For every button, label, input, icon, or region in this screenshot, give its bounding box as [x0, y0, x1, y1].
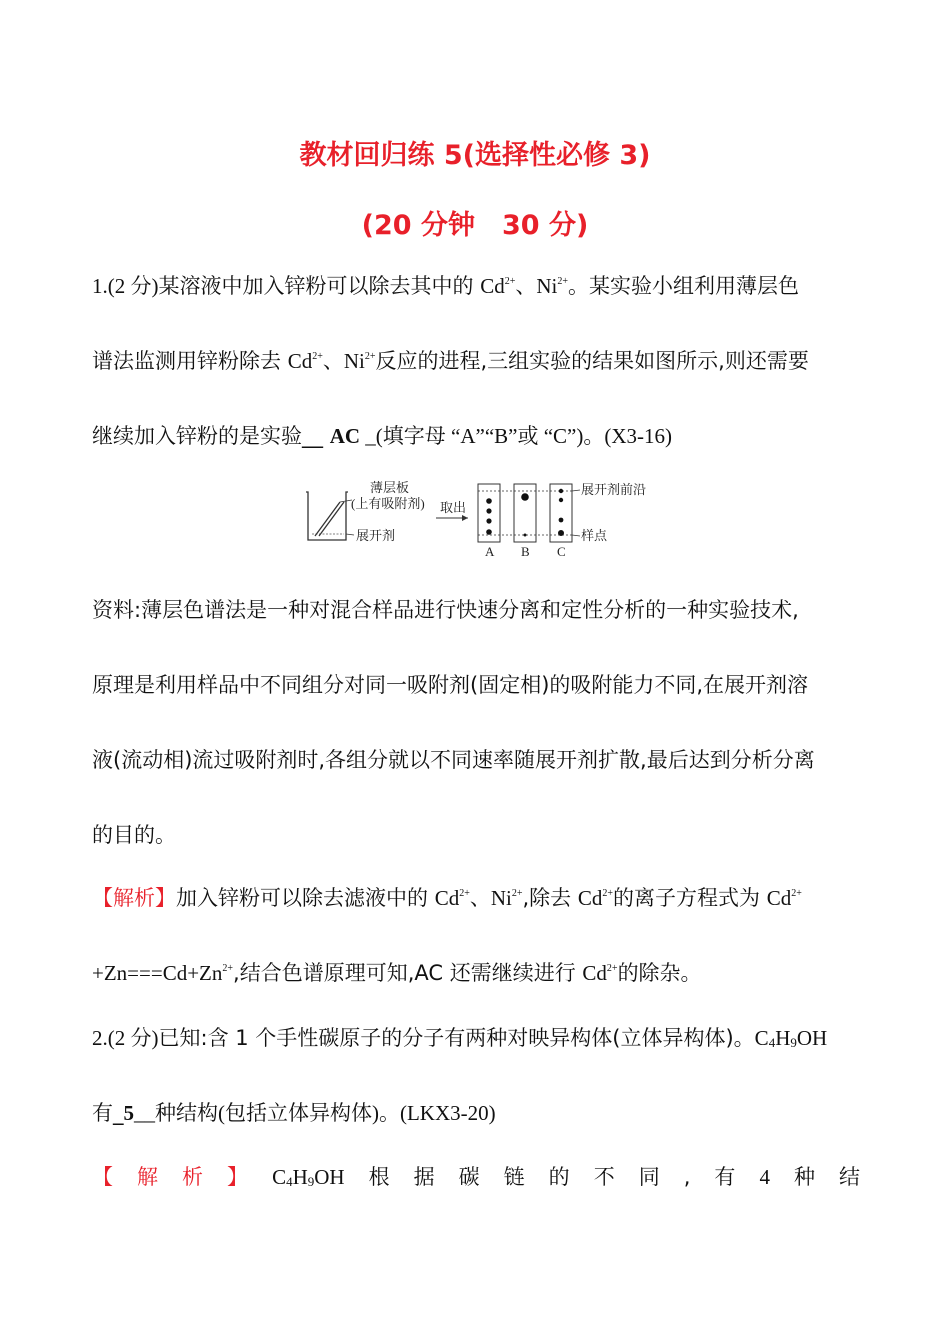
front-label: 展开剂前沿 — [581, 482, 647, 497]
analysis-1-line-2: $+Zn===Cd+Zn^{2+}$,结合色谱原理可知,AC 还需继续进行 $Cd^{2+}$的除杂。 — [92, 961, 702, 985]
arrow-head-icon — [462, 515, 468, 521]
tlc-figure — [300, 478, 660, 562]
spot-c-1 — [559, 489, 563, 493]
material-line-4: 的目的。 — [92, 823, 176, 847]
material-line-1: 资料:薄层色谱法是一种对混合样品进行快速分离和定性分析的一种实验技术, — [92, 598, 799, 622]
front-leader-line — [572, 490, 580, 491]
question-2-line-2: 有_5__种结构(包括立体异构体)。(LKX3-20) — [92, 1101, 496, 1125]
question-1-line-2: 谱法监测用锌粉除去 $Cd^{2+}$、$Ni^{2+}$反应的进程,三组实验的结果如图所示,则还需要 — [92, 349, 809, 373]
solvent-label: 展开剂 — [356, 528, 396, 543]
beaker-shape — [306, 492, 348, 540]
analysis-2-line-1: 【 解 析 】 $C_4H_9OH$ 根 据 碳 链 的 不 同 , 有 4 种 结 — [92, 1162, 860, 1192]
plate-label-1: 薄层板 — [370, 480, 410, 495]
question-2-line-1: 2.(2 分)已知:含 1 个手性碳原子的分子有两种对映异构体(立体异构体)。$C_4H_9OH$ — [92, 1026, 828, 1050]
lane-a-label: A — [485, 544, 495, 559]
analysis-tag: 【解析】 — [92, 886, 176, 910]
material-line-2: 原理是利用样品中不同组分对同一吸附剂(固定相)的吸附能力不同,在展开剂溶 — [92, 673, 809, 697]
sample-label: 样点 — [581, 528, 608, 543]
question-1-line-3: 继续加入锌粉的是实验__ AC _(填字母 “A”“B”或 “C”)。(X3-16) — [92, 424, 673, 448]
lane-b-label: B — [521, 544, 530, 559]
plate-label-2: (上有吸附剂) — [351, 496, 425, 511]
spot-a-1 — [486, 498, 492, 504]
question-1-line-1: 1.(2 分)某溶液中加入锌粉可以除去其中的 $Cd^{2+}$、$Ni^{2+}$。某实验小组利用薄层色 — [92, 274, 799, 298]
answer-2: 5 — [123, 1101, 134, 1125]
sample-leader-line — [572, 535, 580, 536]
formula: $C_4H_9OH$ — [272, 1165, 345, 1189]
plate-in-beaker-line — [319, 502, 344, 536]
spot-c-2 — [559, 498, 563, 502]
spot-b-2 — [524, 534, 527, 537]
spot-b-1 — [521, 493, 529, 501]
spot-a-3 — [486, 518, 491, 523]
lane-c-label: C — [557, 544, 566, 559]
spot-c-3 — [559, 518, 564, 523]
material-line-3: 液(流动相)流过吸附剂时,各组分就以不同速率随展开剂扩散,最后达到分析分离 — [92, 748, 815, 772]
page-subtitle: (20 分钟 30 分) — [361, 210, 589, 241]
plate-b — [514, 484, 536, 542]
answer-1: AC — [329, 424, 361, 448]
plate-in-beaker-line — [315, 502, 340, 536]
take-out-label: 取出 — [440, 500, 467, 515]
spot-a-4 — [486, 529, 492, 535]
page-title: 教材回归练 5(选择性必修 3) — [299, 140, 651, 171]
spot-c-4 — [558, 530, 564, 536]
analysis-1-line-1: 【解析】加入锌粉可以除去滤液中的 $Cd^{2+}$、$Ni^{2+}$,除去 $Cd^{2+}$的离子方程式为 $Cd^{2+}$ — [92, 886, 802, 910]
solvent-leader-line — [346, 534, 354, 535]
spot-a-2 — [486, 508, 491, 513]
